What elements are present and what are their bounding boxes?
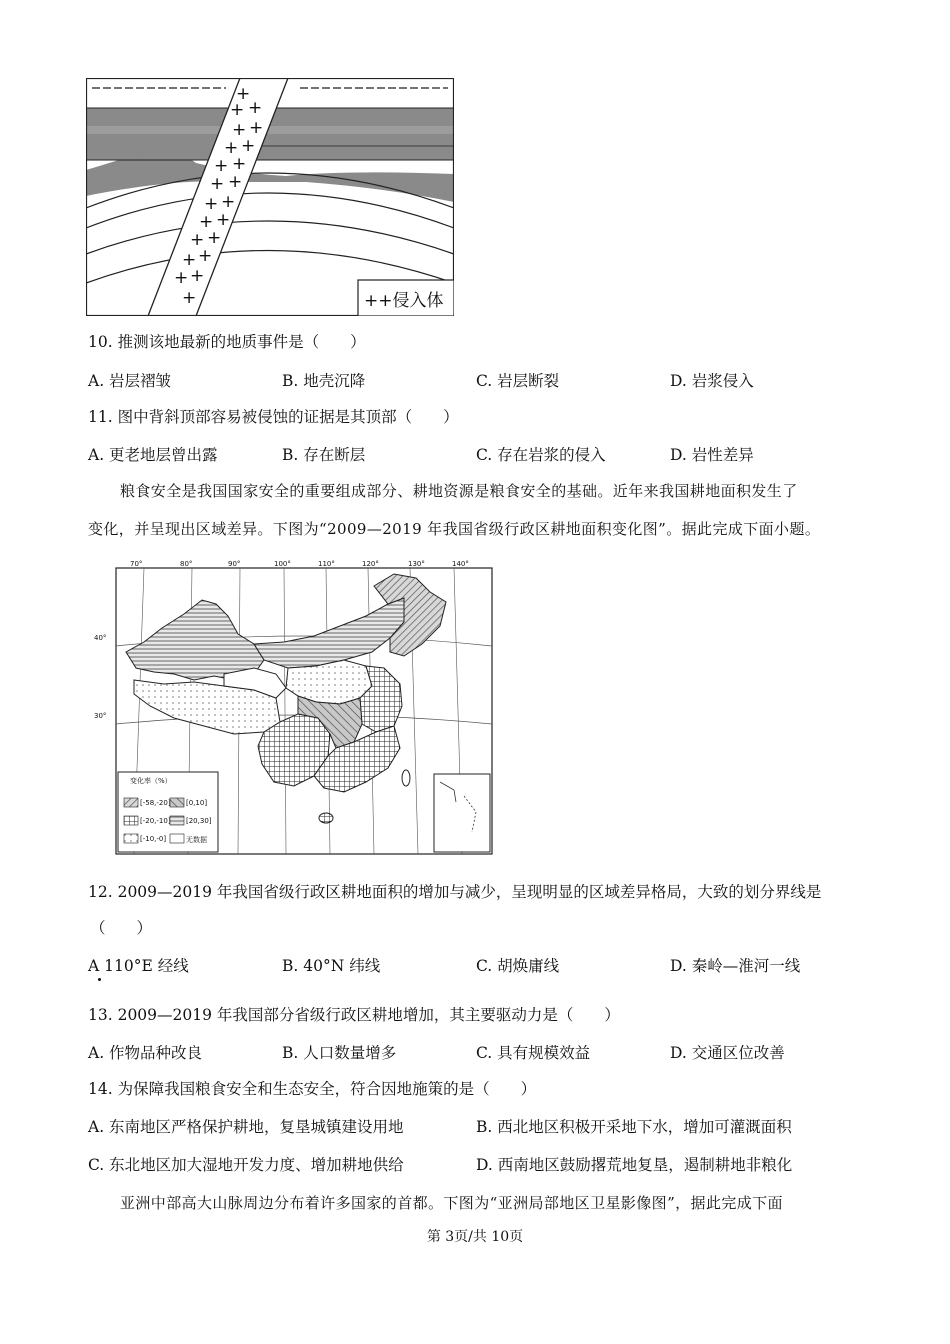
q10-option-c[interactable]: C. 岩层断裂 xyxy=(476,372,560,390)
option-dot-mark xyxy=(98,978,101,981)
q14-option-a[interactable]: A. 东南地区严格保护耕地，复垦城镇建设用地 xyxy=(88,1118,404,1136)
question-10-stem: 10. 推测该地最新的地质事件是（ ） xyxy=(88,333,366,351)
map-legend-item: [-58,-20] xyxy=(140,799,171,807)
q10-option-b[interactable]: B. 地壳沉降 xyxy=(282,372,366,390)
map-lon-label: 130° xyxy=(408,560,425,568)
question-13-stem: 13. 2009—2019 年我国部分省级行政区耕地增加，其主要驱动力是（ ） xyxy=(88,1006,620,1024)
map-lon-label: 80° xyxy=(180,560,193,568)
question-11-stem: 11. 图中背斜顶部容易被侵蚀的证据是其顶部（ ） xyxy=(88,408,459,426)
map-legend-item: [-20,-10] xyxy=(140,817,171,825)
plus-mark: + xyxy=(210,174,225,194)
q13-option-a[interactable]: A. 作物品种改良 xyxy=(88,1044,203,1062)
intrusion-legend-label: ++侵入体 xyxy=(364,291,444,311)
q14-option-d[interactable]: D. 西南地区鼓励撂荒地复垦，遏制耕地非粮化 xyxy=(476,1156,793,1174)
q12-option-b[interactable]: B. 40°N 纬线 xyxy=(282,957,381,975)
map-lat-label: 40° xyxy=(94,634,107,642)
plus-mark: + xyxy=(207,228,222,248)
plus-mark: + xyxy=(232,154,247,174)
q10-option-d[interactable]: D. 岩浆侵入 xyxy=(670,372,754,390)
china-cropland-change-map xyxy=(104,556,496,858)
plus-mark: + xyxy=(248,98,263,118)
q12-option-d[interactable]: D. 秦岭—淮河一线 xyxy=(670,957,801,975)
passage-2-line-1: 亚洲中部高大山脉周边分布着许多国家的首都。下图为“亚洲局部地区卫星影像图”，据此完成下面 xyxy=(120,1194,783,1212)
map-legend-title: 变化率（%） xyxy=(130,777,172,785)
q13-option-d[interactable]: D. 交通区位改善 xyxy=(670,1044,785,1062)
intrusion-plus-marks xyxy=(86,78,454,316)
map-lon-label: 100° xyxy=(274,560,291,568)
q12-option-c[interactable]: C. 胡焕庸线 xyxy=(476,957,560,975)
plus-mark: + xyxy=(228,172,243,192)
plus-mark: + xyxy=(174,268,189,288)
passage-1-line-1: 粮食安全是我国国家安全的重要组成部分、耕地资源是粮食安全的基础。近年来我国耕地面积发生了 xyxy=(120,482,798,500)
q14-option-b[interactable]: B. 西北地区积极开采地下水，增加可灌溉面积 xyxy=(476,1118,792,1136)
q11-option-c[interactable]: C. 存在岩浆的侵入 xyxy=(476,446,606,464)
map-region-taiwan xyxy=(402,770,410,786)
plus-mark: + xyxy=(224,138,239,158)
plus-mark: + xyxy=(190,266,205,286)
q13-option-c[interactable]: C. 具有规模效益 xyxy=(476,1044,591,1062)
q13-option-b[interactable]: B. 人口数量增多 xyxy=(282,1044,397,1062)
map-region-hainan xyxy=(319,813,333,823)
q11-option-a[interactable]: A. 更老地层曾出露 xyxy=(88,446,218,464)
map-lat-label: 30° xyxy=(94,712,107,720)
passage-1-line-2: 变化，并呈现出区域差异。下图为“2009—2019 年我国省级行政区耕地面积变化图”。据此完成下面小题。 xyxy=(88,520,821,538)
plus-mark: + xyxy=(241,136,256,156)
plus-mark: + xyxy=(249,118,264,138)
plus-mark: + xyxy=(182,288,197,308)
q12-option-a[interactable]: A 110°E 经线 xyxy=(88,957,189,975)
page-number: 第 3页/共 10页 xyxy=(426,1229,524,1245)
question-12-stem-blank: （ ） xyxy=(90,919,153,937)
q11-option-b[interactable]: B. 存在断层 xyxy=(282,446,366,464)
map-lon-label: 70° xyxy=(130,560,143,568)
plus-mark: + xyxy=(230,100,245,120)
map-lon-label: 120° xyxy=(362,560,379,568)
map-lon-label: 90° xyxy=(228,560,241,568)
map-lon-label: 110° xyxy=(318,560,335,568)
map-legend-item: [20,30] xyxy=(186,817,212,825)
plus-mark: + xyxy=(232,120,247,140)
plus-mark: + xyxy=(198,246,213,266)
plus-mark: + xyxy=(214,156,229,176)
q10-option-a[interactable]: A. 岩层褶皱 xyxy=(88,372,172,390)
map-legend-item: 无数据 xyxy=(186,836,207,844)
question-14-stem: 14. 为保障我国粮食安全和生态安全，符合因地施策的是（ ） xyxy=(88,1080,537,1098)
map-legend-item: [0,10] xyxy=(186,799,208,807)
map-legend-item: [-10,-0] xyxy=(140,835,167,843)
q11-option-d[interactable]: D. 岩性差异 xyxy=(670,446,754,464)
plus-mark: + xyxy=(182,250,197,270)
q14-option-c[interactable]: C. 东北地区加大湿地开发力度、增加耕地供给 xyxy=(88,1156,404,1174)
plus-mark: + xyxy=(236,84,251,104)
plus-mark: + xyxy=(204,194,219,214)
plus-mark: + xyxy=(216,210,231,230)
question-12-stem: 12. 2009—2019 年我国省级行政区耕地面积的增加与减少，呈现明显的区域差异格局，大致的划分界线是 xyxy=(88,883,822,901)
map-lon-label: 140° xyxy=(452,560,469,568)
plus-mark: + xyxy=(221,192,236,212)
plus-mark: + xyxy=(190,230,205,250)
plus-mark: + xyxy=(199,212,214,232)
